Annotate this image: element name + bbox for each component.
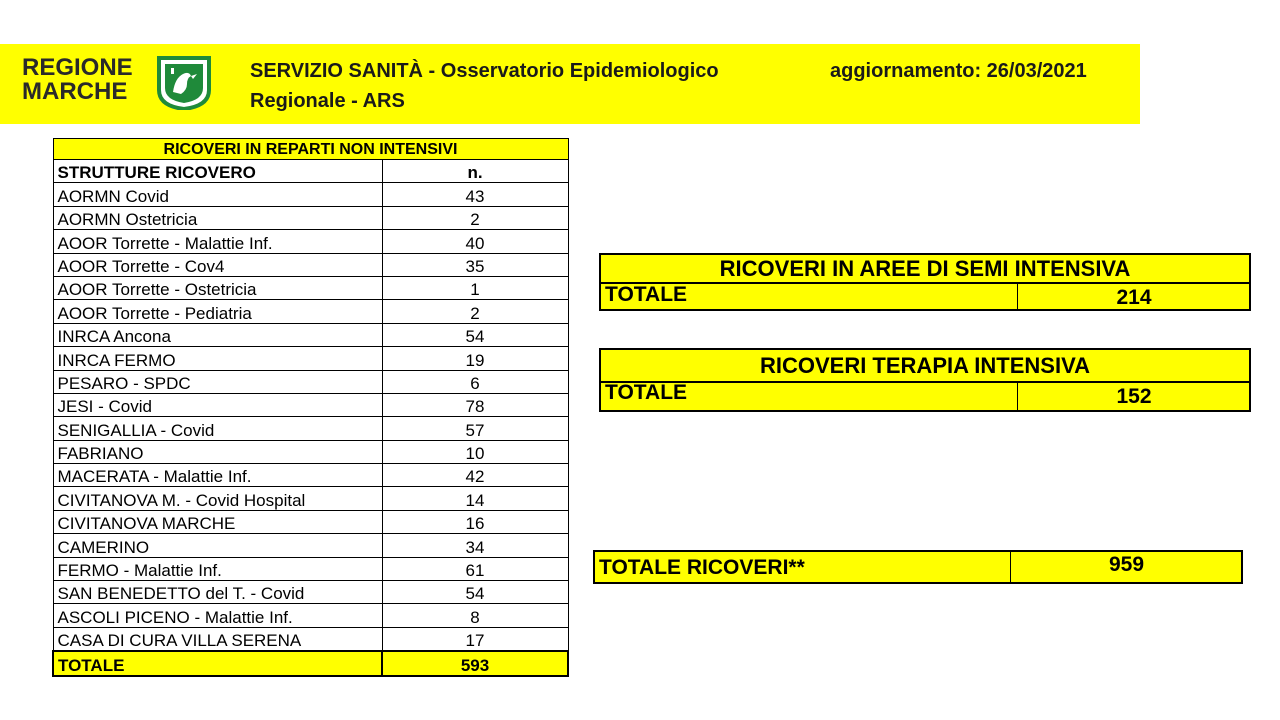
structure-name: JESI - Covid [53, 393, 382, 416]
service-title-line-1: SERVIZIO SANITÀ - Osservatorio Epidemiologico [250, 60, 719, 82]
intensive-box [599, 348, 1251, 412]
table-header-row [53, 160, 568, 183]
table-row [53, 393, 568, 416]
structure-name: CASA DI CURA VILLA SERENA [53, 627, 382, 651]
patient-count: 54 [382, 581, 568, 604]
structure-name: AOOR Torrette - Malattie Inf. [53, 230, 382, 253]
total-value: 593 [382, 651, 568, 675]
table-row [53, 604, 568, 627]
table-row [53, 206, 568, 229]
box-column-divider [1010, 552, 1011, 582]
box-divider [601, 381, 1249, 383]
semi-intensive-box [599, 253, 1251, 311]
structure-name: SENIGALLIA - Covid [53, 417, 382, 440]
non-intensive-table [52, 138, 569, 677]
column-header-count: n. [382, 160, 568, 183]
patient-count: 42 [382, 464, 568, 487]
patient-count: 57 [382, 417, 568, 440]
table-row [53, 300, 568, 323]
patient-count: 2 [382, 300, 568, 323]
patient-count: 43 [382, 183, 568, 206]
structure-name: ASCOLI PICENO - Malattie Inf. [53, 604, 382, 627]
table-row [53, 627, 568, 651]
header-band [0, 44, 1140, 124]
structure-name: FABRIANO [53, 440, 382, 463]
table-row [53, 253, 568, 276]
structure-name: AOOR Torrette - Cov4 [53, 253, 382, 276]
logo-text [22, 56, 133, 104]
patient-count: 34 [382, 534, 568, 557]
patient-count: 54 [382, 323, 568, 346]
table-row [53, 347, 568, 370]
patient-count: 19 [382, 347, 568, 370]
patient-count: 35 [382, 253, 568, 276]
table-row [53, 557, 568, 580]
table-row [53, 417, 568, 440]
table-total-row [53, 651, 568, 675]
patient-count: 14 [382, 487, 568, 510]
update-date: aggiornamento: 26/03/2021 [830, 60, 1087, 82]
service-title-line-2: Regionale - ARS [250, 90, 405, 112]
patient-count: 10 [382, 440, 568, 463]
table-row [53, 323, 568, 346]
structure-name: INRCA FERMO [53, 347, 382, 370]
patient-count: 16 [382, 510, 568, 533]
patient-count: 1 [382, 276, 568, 299]
structure-name: AORMN Covid [53, 183, 382, 206]
shield-icon [157, 56, 211, 110]
structure-name: CAMERINO [53, 534, 382, 557]
structure-name: SAN BENEDETTO del T. - Covid [53, 581, 382, 604]
structure-name: INRCA Ancona [53, 323, 382, 346]
regione-marche-logo [22, 56, 222, 112]
table-row [53, 581, 568, 604]
service-title [250, 56, 810, 116]
table-row [53, 276, 568, 299]
table-caption: RICOVERI IN REPARTI NON INTENSIVI [53, 139, 568, 160]
structure-name: PESARO - SPDC [53, 370, 382, 393]
structure-name: CIVITANOVA MARCHE [53, 510, 382, 533]
intensive-title: RICOVERI TERAPIA INTENSIVA [759, 353, 1091, 378]
patient-count: 78 [382, 393, 568, 416]
structure-name: MACERATA - Malattie Inf. [53, 464, 382, 487]
box-divider [601, 282, 1249, 284]
logo-line-2: MARCHE [22, 78, 128, 105]
table-row [53, 440, 568, 463]
intensive-total-label: TOTALE [605, 381, 688, 404]
column-header-structure: STRUTTURE RICOVERO [53, 160, 382, 183]
semi-intensive-total-label: TOTALE [605, 283, 688, 306]
structure-name: CIVITANOVA M. - Covid Hospital [53, 487, 382, 510]
patient-count: 17 [382, 627, 568, 651]
table-row [53, 534, 568, 557]
box-column-divider [1017, 383, 1018, 410]
intensive-total-value: 152 [1116, 385, 1152, 408]
table-row [53, 183, 568, 206]
patient-count: 6 [382, 370, 568, 393]
table-caption-row [53, 139, 568, 160]
table-body [53, 183, 568, 651]
patient-count: 8 [382, 604, 568, 627]
grand-total-label: TOTALE RICOVERI** [599, 556, 805, 579]
table-row [53, 230, 568, 253]
semi-intensive-total-value: 214 [1116, 286, 1152, 309]
logo-line-1: REGIONE [22, 54, 133, 81]
grand-total-value: 959 [1108, 553, 1145, 576]
table-row [53, 370, 568, 393]
structure-name: AOOR Torrette - Ostetricia [53, 276, 382, 299]
grand-total-box [593, 550, 1243, 584]
structure-name: FERMO - Malattie Inf. [53, 557, 382, 580]
box-column-divider [1017, 284, 1018, 309]
table-row [53, 487, 568, 510]
table-row [53, 464, 568, 487]
table-row [53, 510, 568, 533]
total-label: TOTALE [53, 651, 382, 675]
patient-count: 61 [382, 557, 568, 580]
structure-name: AOOR Torrette - Pediatria [53, 300, 382, 323]
patient-count: 2 [382, 206, 568, 229]
patient-count: 40 [382, 230, 568, 253]
semi-intensive-title: RICOVERI IN AREE DI SEMI INTENSIVA [719, 256, 1131, 281]
structure-name: AORMN Ostetricia [53, 206, 382, 229]
